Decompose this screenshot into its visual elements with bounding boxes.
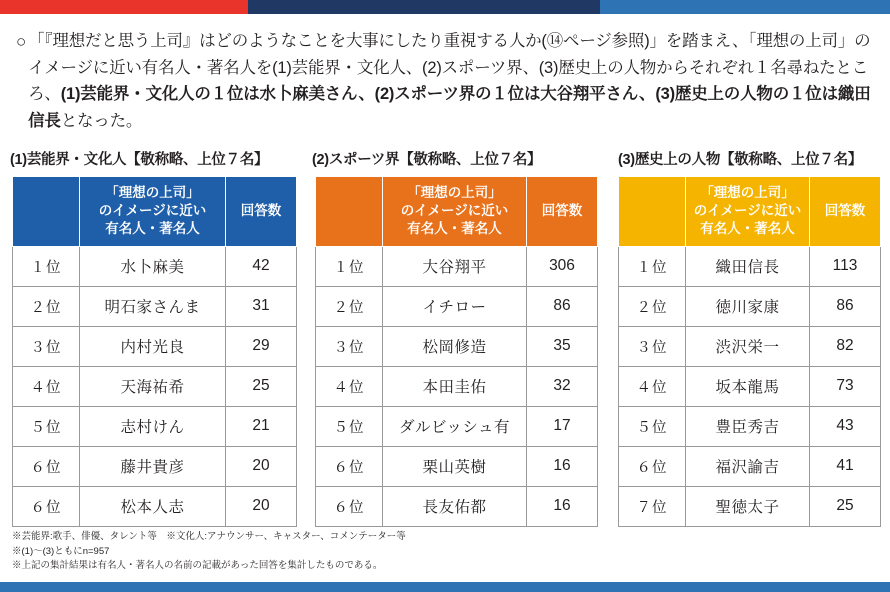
table-entertainment-wrapper [12, 176, 297, 527]
table-body-sports [316, 246, 598, 526]
table-historical [618, 176, 881, 527]
cell-rank: ７位 [619, 486, 686, 526]
table-row [619, 366, 881, 406]
table-row [619, 286, 881, 326]
column-header-name-line2: のイメージに近い [98, 203, 207, 219]
column-header-name [686, 177, 810, 247]
cell-rank: ６位 [619, 446, 686, 486]
lead-paragraph [16, 28, 874, 135]
cell-name: ダルビッシュ有 [383, 406, 527, 446]
cell-name: 藤井貴彦 [80, 446, 226, 486]
table-row [13, 406, 297, 446]
table-row [13, 446, 297, 486]
cell-count: 113 [810, 246, 881, 286]
cell-name: 明石家さんま [80, 286, 226, 326]
cell-rank: ４位 [13, 366, 80, 406]
cell-count: 25 [226, 366, 297, 406]
cell-name: 福沢諭吉 [686, 446, 810, 486]
cell-name: 松本人志 [80, 486, 226, 526]
table-row [619, 326, 881, 366]
cell-count: 29 [226, 326, 297, 366]
cell-rank: ６位 [316, 486, 383, 526]
column-header-count: 回答数 [810, 177, 881, 247]
table-body-historical [619, 246, 881, 526]
cell-rank: １位 [619, 246, 686, 286]
bullet-marker: ○ [16, 32, 27, 51]
cell-name: 長友佑都 [383, 486, 527, 526]
cell-count: 20 [226, 486, 297, 526]
cell-name: 本田圭佑 [383, 366, 527, 406]
table-row [619, 406, 881, 446]
cell-count: 43 [810, 406, 881, 446]
table-row [316, 366, 598, 406]
cell-rank: ３位 [316, 326, 383, 366]
table-row [316, 486, 598, 526]
bottom-color-bar [0, 582, 890, 592]
footnote-1: ※芸能界:歌手、俳優、タレント等 ※文化人:アナウンサー、キャスター、コメンテーター等 [12, 530, 406, 542]
cell-rank: ５位 [619, 406, 686, 446]
cell-name: イチロー [383, 286, 527, 326]
cell-rank: ２位 [619, 286, 686, 326]
table-row [316, 446, 598, 486]
table-header-row [619, 177, 881, 247]
cell-count: 21 [226, 406, 297, 446]
lead-text [28, 28, 874, 135]
cell-count: 86 [527, 286, 598, 326]
table-row [316, 326, 598, 366]
cell-count: 35 [527, 326, 598, 366]
cell-count: 25 [810, 486, 881, 526]
column-header-rank [13, 177, 80, 247]
column-header-name [383, 177, 527, 247]
cell-name: 豊臣秀吉 [686, 406, 810, 446]
table-row [619, 486, 881, 526]
cell-rank: ３位 [619, 326, 686, 366]
column-header-rank [619, 177, 686, 247]
top-color-bar [0, 0, 890, 14]
table-row [316, 246, 598, 286]
section-captions [0, 148, 890, 172]
table-header-row [13, 177, 297, 247]
footnote-2: ※(1)～(3)ともにn=957 [12, 545, 110, 557]
cell-rank: １位 [13, 246, 80, 286]
cell-name: 志村けん [80, 406, 226, 446]
cell-count: 41 [810, 446, 881, 486]
cell-count: 20 [226, 446, 297, 486]
cell-rank: ５位 [13, 406, 80, 446]
footnote-3: ※上記の集計結果は有名人・著名人の名前の記載があった回答を集計したものである。 [12, 560, 383, 572]
table-row [13, 486, 297, 526]
table-row [316, 286, 598, 326]
cell-count: 306 [527, 246, 598, 286]
lead-text-part3: となった。 [60, 112, 143, 131]
column-header-name-line1: 「理想の上司」 [700, 185, 795, 200]
cell-name: 織田信長 [686, 246, 810, 286]
column-header-count: 回答数 [527, 177, 598, 247]
table-body-entertainment [13, 246, 297, 526]
caption-entertainment: (1)芸能界・文化人【敬称略、上位７名】 [10, 152, 269, 168]
cell-name: 松岡修造 [383, 326, 527, 366]
top-bar-segment-navy [248, 0, 600, 14]
cell-rank: ６位 [13, 446, 80, 486]
table-sports-wrapper [315, 176, 598, 527]
cell-rank: ４位 [316, 366, 383, 406]
column-header-name-line2: のイメージに近い [400, 203, 509, 219]
cell-count: 82 [810, 326, 881, 366]
cell-name: 水卜麻美 [80, 246, 226, 286]
cell-rank: ５位 [316, 406, 383, 446]
table-header-row [316, 177, 598, 247]
cell-name: 徳川家康 [686, 286, 810, 326]
cell-name: 内村光良 [80, 326, 226, 366]
cell-count: 42 [226, 246, 297, 286]
table-sports [315, 176, 598, 527]
top-bar-segment-blue [600, 0, 890, 14]
cell-name: 栗山英樹 [383, 446, 527, 486]
cell-count: 31 [226, 286, 297, 326]
column-header-name-line1: 「理想の上司」 [105, 185, 200, 200]
cell-rank: ２位 [13, 286, 80, 326]
table-row [316, 406, 598, 446]
table-row [619, 446, 881, 486]
column-header-name-line1: 「理想の上司」 [407, 185, 502, 200]
column-header-name-line3: 有名人・著名人 [407, 221, 502, 237]
column-header-name-line3: 有名人・著名人 [700, 221, 795, 237]
cell-rank: ４位 [619, 366, 686, 406]
cell-count: 16 [527, 446, 598, 486]
table-row [13, 366, 297, 406]
cell-rank: １位 [316, 246, 383, 286]
cell-rank: ６位 [13, 486, 80, 526]
cell-name: 坂本龍馬 [686, 366, 810, 406]
cell-rank: ３位 [13, 326, 80, 366]
column-header-count: 回答数 [226, 177, 297, 247]
cell-count: 16 [527, 486, 598, 526]
cell-count: 86 [810, 286, 881, 326]
table-entertainment [12, 176, 297, 527]
caption-sports: (2)スポーツ界【敬称略、上位７名】 [312, 152, 542, 168]
cell-name: 大谷翔平 [383, 246, 527, 286]
cell-name: 渋沢栄一 [686, 326, 810, 366]
footnotes [12, 530, 406, 574]
table-row [13, 286, 297, 326]
top-bar-segment-red [0, 0, 248, 14]
cell-name: 聖徳太子 [686, 486, 810, 526]
table-row [619, 246, 881, 286]
column-header-rank [316, 177, 383, 247]
caption-historical: (3)歴史上の人物【敬称略、上位７名】 [618, 152, 863, 168]
cell-count: 73 [810, 366, 881, 406]
lead-text-part1: 「『理想だと思う上司』はどのようなことを大事にしたり重視する人か(⑭ページ参照)」を踏まえ、「理想の上司」のイメージに近い有名人・著名人を(1)芸能界・文化人、(2)スポーツ界、(3)歴史上の人物からそれぞれ１名尋ねたところ、 [28, 32, 871, 104]
cell-name: 天海祐希 [80, 366, 226, 406]
table-row [13, 326, 297, 366]
column-header-name [80, 177, 226, 247]
column-header-name-line3: 有名人・著名人 [105, 221, 200, 237]
cell-count: 32 [527, 366, 598, 406]
cell-rank: ２位 [316, 286, 383, 326]
cell-count: 17 [527, 406, 598, 446]
cell-rank: ６位 [316, 446, 383, 486]
table-historical-wrapper [618, 176, 881, 527]
lead-text-emphasis: (1)芸能界・文化人の１位は水卜麻美さん、(2)スポーツ界の１位は大谷翔平さん、(3)歴史上の人物の１位は織田信長 [28, 85, 871, 131]
table-row [13, 246, 297, 286]
column-header-name-line2: のイメージに近い [693, 203, 802, 219]
